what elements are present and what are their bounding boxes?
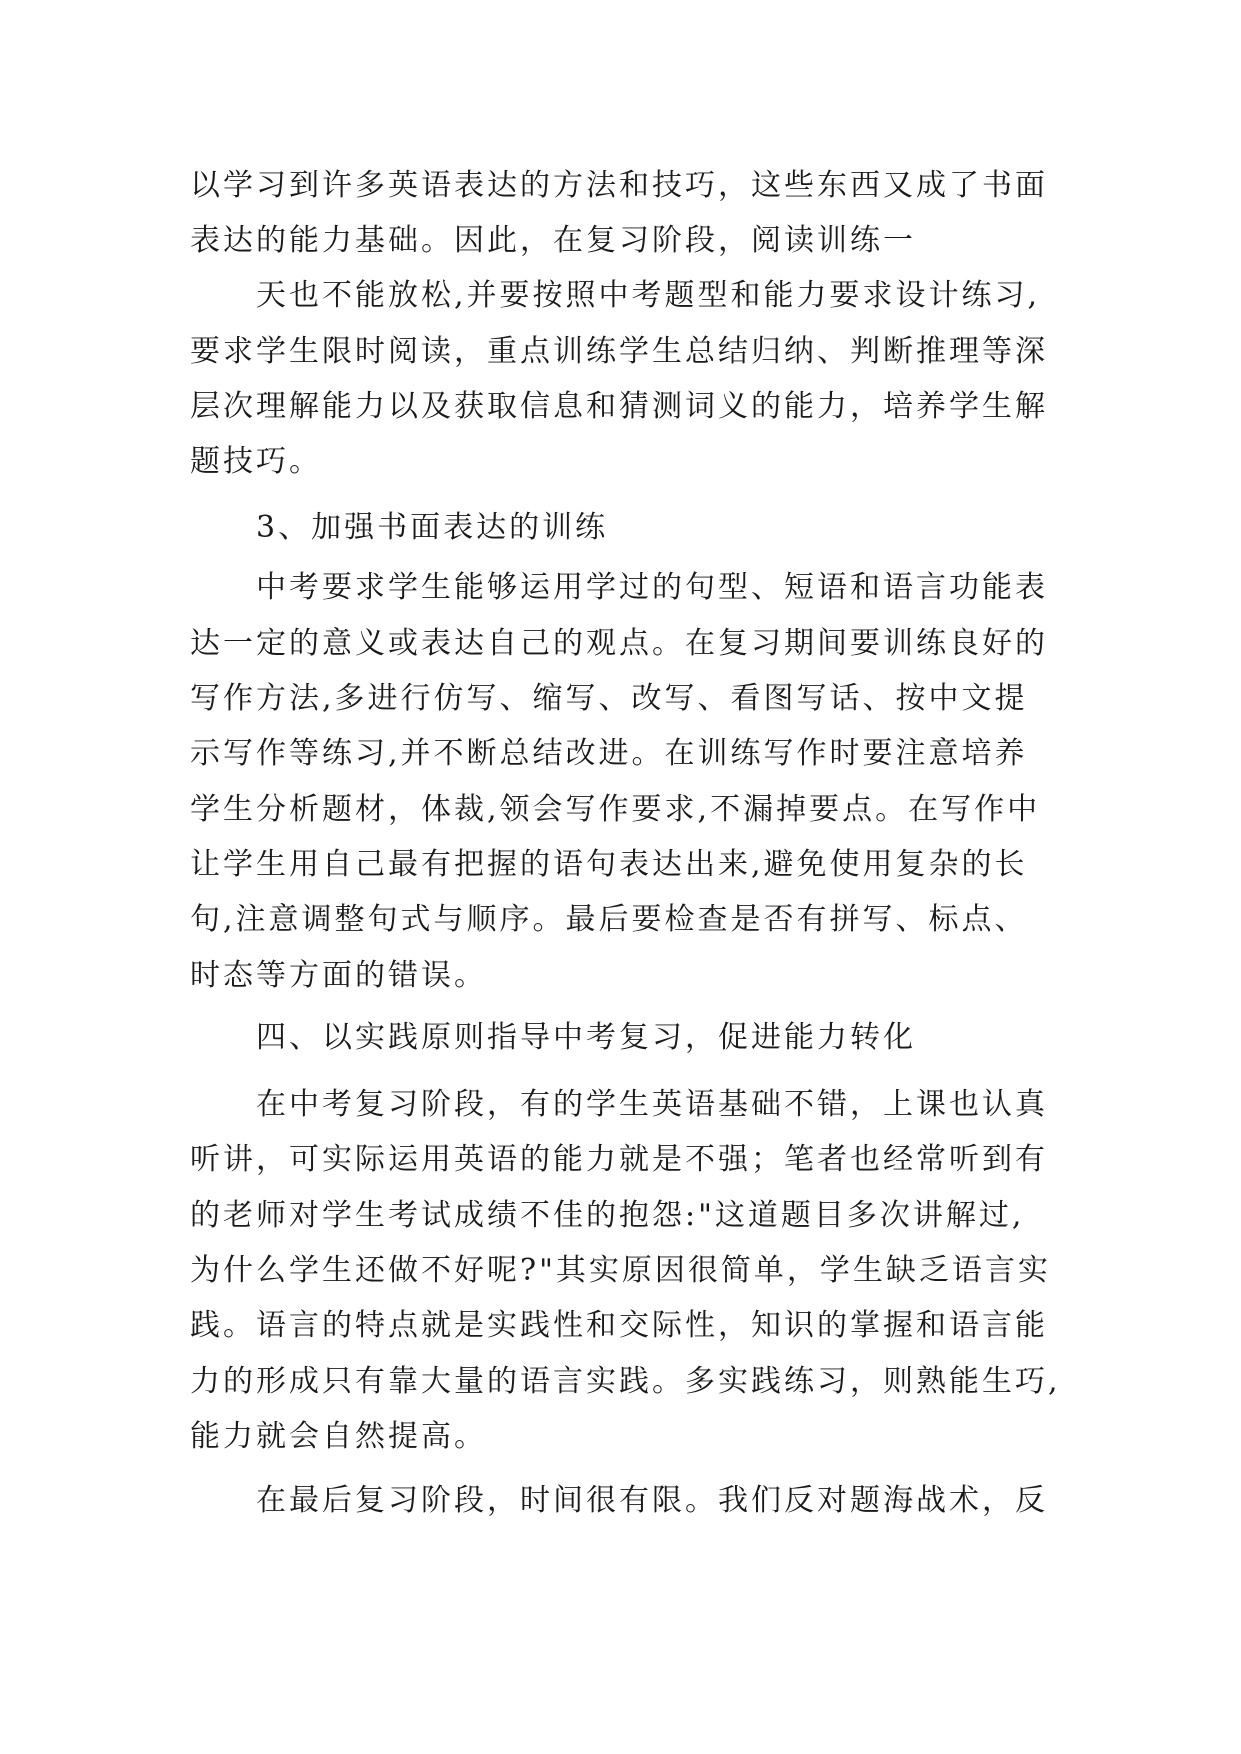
text-line: 让学生用自己最有把握的语句表达出来,避免使用复杂的长 bbox=[190, 847, 1028, 882]
text-line: 学生分析题材，体裁,领会写作要求,不漏掉要点。在写作中 bbox=[190, 792, 1041, 827]
text-line: 能力就会自然提高。 bbox=[190, 1419, 487, 1454]
text-line: 践。语言的特点就是实践性和交际性，知识的掌握和语言能 bbox=[190, 1308, 1048, 1343]
text-line: 表达的能力基础。因此，在复习阶段，阅读训练一 bbox=[190, 223, 916, 258]
text-line: 时态等方面的错误。 bbox=[190, 958, 487, 993]
text-line: 的老师对学生考试成绩不佳的抱怨:"这道题目多次讲解过, bbox=[190, 1198, 1025, 1233]
text-line: 题技巧。 bbox=[190, 444, 322, 479]
section-heading: 3、加强书面表达的训练 bbox=[256, 510, 609, 545]
text-line: 中考要求学生能够运用学过的句型、短语和语言功能表 bbox=[256, 570, 1048, 605]
text-line: 天也不能放松,并要按照中考题型和能力要求设计练习, bbox=[256, 278, 1041, 313]
text-line: 要求学生限时阅读，重点训练学生总结归纳、判断推理等深 bbox=[190, 334, 1048, 369]
text-line: 为什么学生还做不好呢?"其实原因很简单，学生缺乏语言实 bbox=[190, 1253, 1051, 1288]
text-line: 以学习到许多英语表达的方法和技巧，这些东西又成了书面 bbox=[190, 168, 1048, 203]
section-heading: 四、以实践原则指导中考复习，促进能力转化 bbox=[256, 1020, 916, 1055]
text-line: 达一定的意义或表达自己的观点。在复习期间要训练良好的 bbox=[190, 626, 1048, 661]
text-line: 力的形成只有靠大量的语言实践。多实践练习，则熟能生巧, bbox=[190, 1364, 1061, 1399]
text-line: 句,注意调整句式与顺序。最后要检查是否有拼写、标点、 bbox=[190, 902, 1028, 937]
text-line: 层次理解能力以及获取信息和猜测词义的能力，培养学生解 bbox=[190, 389, 1048, 424]
text-line: 写作方法,多进行仿写、缩写、改写、看图写话、按中文提 bbox=[190, 681, 1028, 716]
text-line: 示写作等练习,并不断总结改进。在训练写作时要注意培养 bbox=[190, 736, 1028, 771]
text-line: 听讲，可实际运用英语的能力就是不强；笔者也经常听到有 bbox=[190, 1142, 1048, 1177]
text-line: 在中考复习阶段，有的学生英语基础不错，上课也认真 bbox=[256, 1087, 1048, 1122]
text-line: 在最后复习阶段，时间很有限。我们反对题海战术，反 bbox=[256, 1483, 1048, 1518]
